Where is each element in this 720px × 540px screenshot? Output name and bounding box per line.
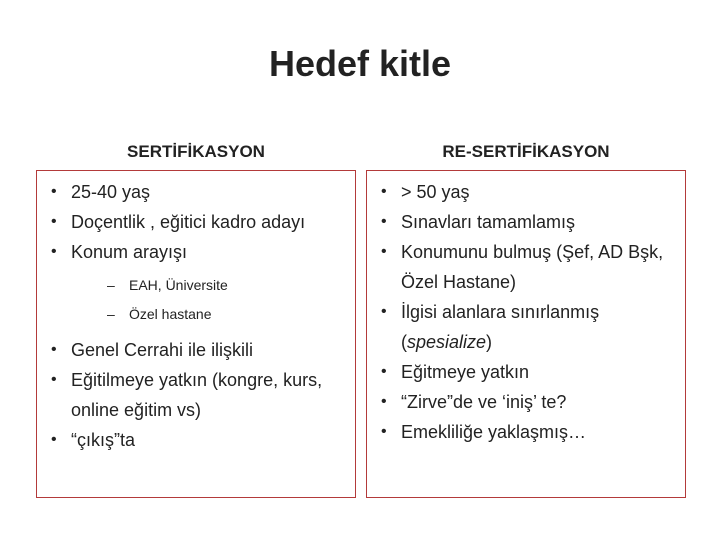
bullet-icon: • xyxy=(381,363,387,380)
bullet-text: Konum arayışı xyxy=(71,242,188,262)
bullet-text: Konumunu bulmuş (Şef, AD Bşk, Özel Hastane) xyxy=(401,242,664,292)
left-column-heading: SERTİFİKASYON xyxy=(127,142,265,161)
list-item xyxy=(379,387,677,417)
list-item xyxy=(49,237,345,329)
bullet-icon: • xyxy=(51,371,57,388)
list-item xyxy=(379,417,677,447)
list-item xyxy=(379,357,677,387)
list-item xyxy=(379,207,677,237)
sub-list-item xyxy=(107,300,345,329)
bullet-icon: • xyxy=(51,213,57,230)
bullet-text: Genel Cerrahi ile ilişkili xyxy=(71,340,254,360)
list-item xyxy=(379,177,677,207)
sub-bullet-text: Özel hastane xyxy=(129,306,212,322)
bullet-icon: • xyxy=(51,243,57,260)
bullet-text-prefix: İlgisi alanlara sınırlanmış ( xyxy=(401,302,600,352)
bullet-text: Sınavları tamamlamış xyxy=(401,212,576,232)
right-bullet-list xyxy=(367,171,685,447)
bullet-text: Emekliliğe yaklaşmış… xyxy=(401,422,587,442)
bullet-text-italic: spesialize xyxy=(407,332,487,352)
slide-title: Hedef kitle xyxy=(268,43,452,84)
list-item xyxy=(49,365,345,425)
bullet-icon: • xyxy=(381,303,387,320)
bullet-icon: • xyxy=(381,423,387,440)
list-item xyxy=(49,177,345,207)
list-item xyxy=(379,297,677,357)
bullet-icon: • xyxy=(51,183,57,200)
bullet-icon: • xyxy=(381,183,387,200)
right-bullet-box xyxy=(366,170,686,498)
list-item xyxy=(49,425,345,455)
dash-icon: – xyxy=(107,277,115,293)
bullet-text: “Zirve”de ve ‘iniş’ te? xyxy=(401,392,567,412)
bullet-text: 25-40 yaş xyxy=(71,182,151,202)
bullet-icon: • xyxy=(381,213,387,230)
bullet-icon: • xyxy=(51,341,57,358)
bullet-text: Eğitilmeye yatkın (kongre, kurs, online eğitim vs) xyxy=(71,370,323,420)
bullet-text: Doçentlik , eğitici kadro adayı xyxy=(71,212,306,232)
bullet-icon: • xyxy=(381,393,387,410)
bullet-text: “çıkış”ta xyxy=(71,430,136,450)
sub-bullet-text: EAH, Üniversite xyxy=(129,277,228,293)
dash-icon: – xyxy=(107,306,115,322)
bullet-text-suffix: ) xyxy=(486,332,493,352)
bullet-icon: • xyxy=(51,431,57,448)
list-item xyxy=(49,335,345,365)
list-item xyxy=(49,207,345,237)
list-item xyxy=(379,237,677,297)
right-column-heading: RE-SERTİFİKASYON xyxy=(442,142,610,161)
left-bullet-box xyxy=(36,170,356,498)
bullet-text: Eğitmeye yatkın xyxy=(401,362,530,382)
left-bullet-list xyxy=(37,171,355,455)
bullet-icon: • xyxy=(381,243,387,260)
sub-bullet-list xyxy=(71,271,345,329)
bullet-text: > 50 yaş xyxy=(401,182,470,202)
sub-list-item xyxy=(107,271,345,300)
